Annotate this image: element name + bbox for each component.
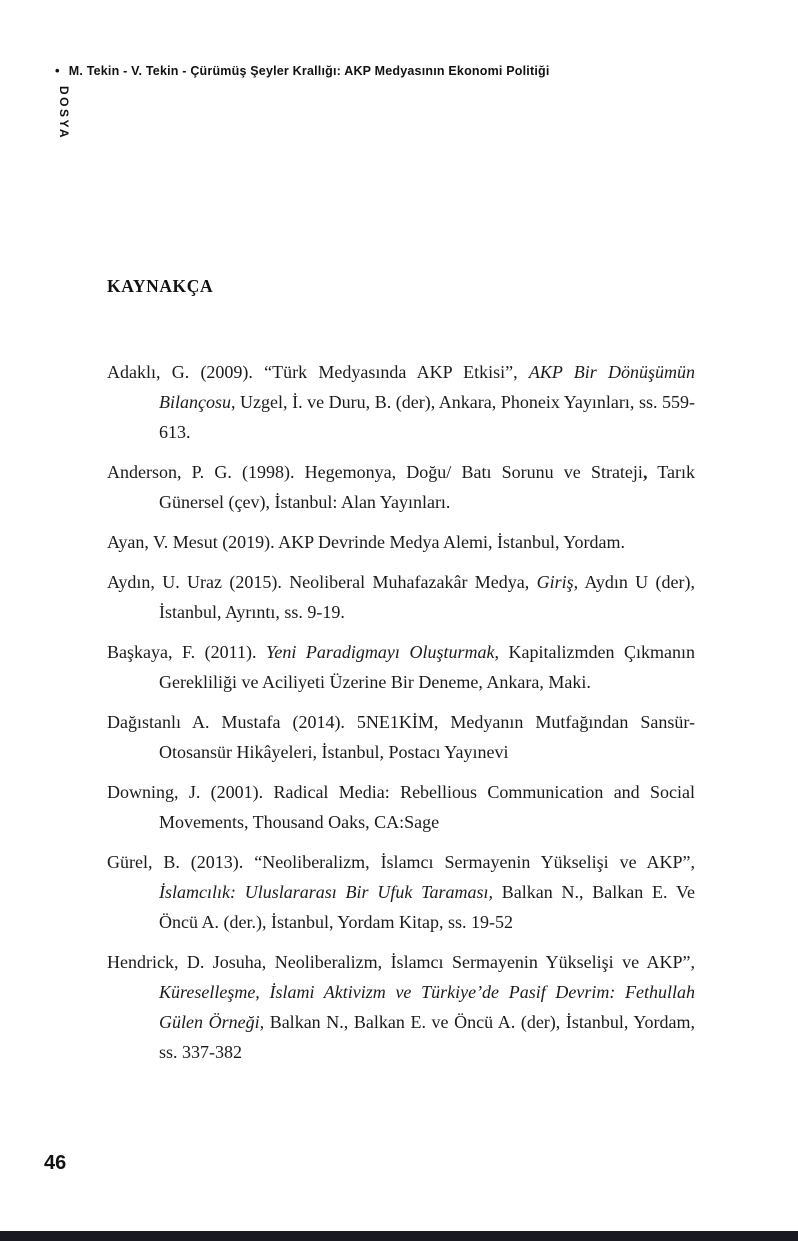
reference-segment: AKP Bir Dönüşümün Bilançosu <box>159 362 695 412</box>
reference-segment: Başkaya, F. (2011). <box>107 642 267 662</box>
reference-list <box>107 357 695 1067</box>
reference-entry <box>107 457 695 517</box>
reference-segment: Balkan N., Balkan E. Ve Öncü A. (der.), İstanbul, Yordam Kitap, ss. 19-52 <box>159 882 695 932</box>
reference-entry <box>107 527 695 557</box>
page-content <box>107 276 695 1077</box>
reference-segment: İslamcılık: Uluslararası Bir Ufuk Taraması, <box>159 882 493 902</box>
reference-segment: Ayan, V. Mesut (2019). AKP Devrinde Medya Alemi, İstanbul, Yordam. <box>107 532 625 552</box>
header-text <box>69 64 550 79</box>
reference-segment: , <box>642 462 648 482</box>
reference-segment: Aydın, U. Uraz (2015). Neoliberal Muhafazakâr Medya, <box>107 572 537 592</box>
reference-segment: Hendrick, D. Josuha, Neoliberalizm, İslamcı Sermayenin Yükselişi ve AKP”, <box>107 952 695 972</box>
page-number: 46 <box>44 1152 67 1174</box>
reference-entry <box>107 707 695 767</box>
header-authors: M. Tekin - V. Tekin - <box>68 64 191 78</box>
reference-segment: Dağıstanlı A. Mustafa (2014). 5NE1KİM, Medyanın Mutfağından Sansür-Otosansür Hikâyeleri, İstanbul, Postacı Yayınevi <box>107 712 695 762</box>
reference-segment: Gürel, B. (2013). “Neoliberalizm, İslamcı Sermayenin Yükselişi ve AKP”, <box>107 852 695 872</box>
side-label-dosya: DOSYA <box>57 86 71 141</box>
reference-entry <box>107 357 695 447</box>
reference-segment: Adaklı, G. (2009). “Türk Medyasında AKP Etkisi”, <box>107 362 529 382</box>
running-header <box>55 64 550 79</box>
reference-segment: , Uzgel, İ. ve Duru, B. (der), Ankara, Phoneix Yayınları, ss. 559-613. <box>159 392 695 442</box>
reference-entry <box>107 777 695 837</box>
reference-segment: Downing, J. (2001). Radical Media: Rebellious Communication and Social Movements, Thousand Oaks, CA:Sage <box>107 782 695 832</box>
reference-entry <box>107 947 695 1067</box>
header-bullet-icon: • <box>55 63 60 78</box>
reference-segment: Giriş, <box>536 572 579 592</box>
reference-segment: Küreselleşme, İslami Aktivizm ve Türkiye’de Pasif Devrim: Fethullah Gülen Örneği, <box>159 982 695 1032</box>
reference-segment: Balkan N., Balkan E. ve Öncü A. (der), İstanbul, Yordam, ss. 337-382 <box>159 1012 695 1062</box>
reference-segment: Anderson, P. G. (1998). Hegemonya, Doğu/ Batı Sorunu ve Strateji <box>107 462 643 482</box>
header-article-title: Çürümüş Şeyler Krallığı: AKP Medyasının Ekonomi Politiği <box>190 64 550 78</box>
reference-entry <box>107 847 695 937</box>
reference-segment: , Kapitalizmden Çıkmanın Gerekliliği ve Aciliyeti Üzerine Bir Deneme, Ankara, Maki. <box>159 642 696 692</box>
reference-entry <box>107 637 695 697</box>
section-title: KAYNAKÇA <box>107 276 214 296</box>
reference-entry <box>107 567 695 627</box>
reference-segment: Aydın U (der), İstanbul, Ayrıntı, ss. 9-19. <box>159 572 696 622</box>
reference-segment: Yeni Paradigmayı Oluşturmak <box>266 642 495 662</box>
footer-bar <box>0 1231 798 1241</box>
reference-segment: Tarık Günersel (çev), İstanbul: Alan Yayınları. <box>159 462 696 512</box>
